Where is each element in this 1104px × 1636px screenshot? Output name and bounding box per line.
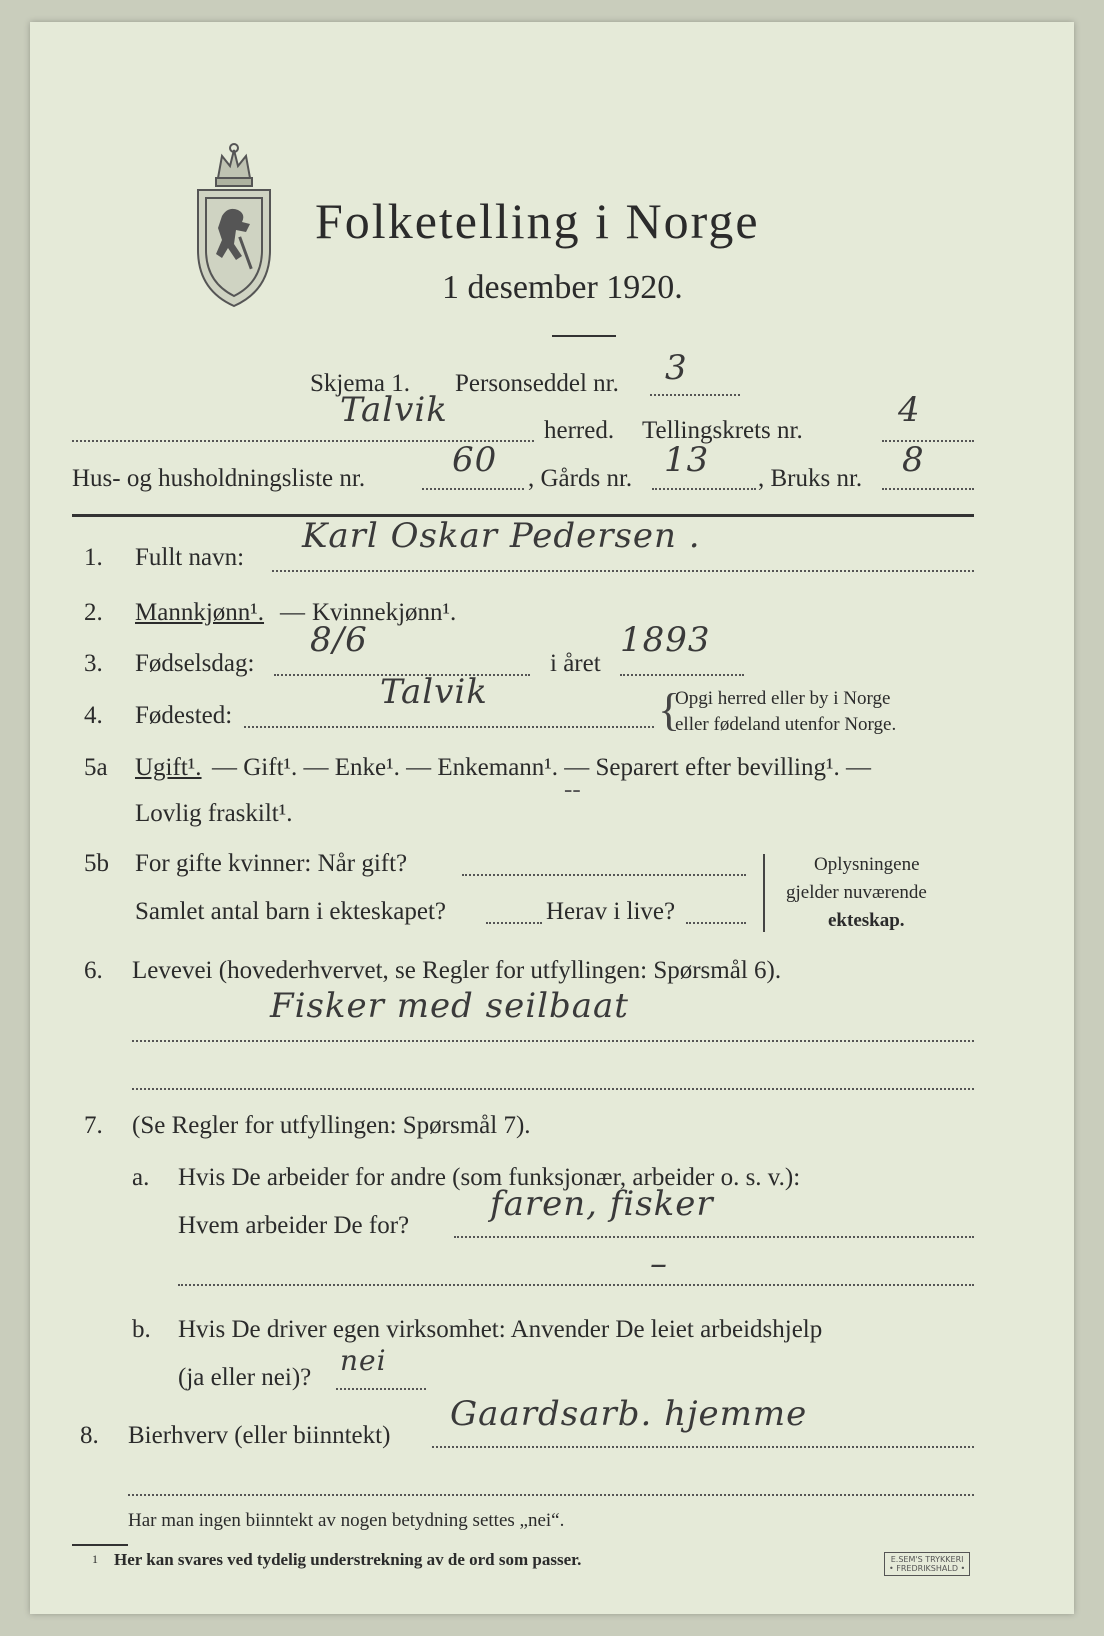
q1-number: 1. (84, 544, 103, 571)
tellingskrets-label: Tellingskrets nr. (642, 417, 803, 444)
husliste-label: Hus- og husholdningsliste nr. (72, 465, 366, 492)
q3-year-value[interactable]: 1893 (620, 620, 711, 660)
q4-brace: { (658, 684, 681, 735)
bruks-label: , Bruks nr. (758, 465, 863, 492)
q8-line2 (128, 1494, 974, 1496)
q4-line (244, 726, 654, 728)
q4-number: 4. (84, 702, 103, 729)
q5b-children-line (486, 922, 542, 924)
q6-label: Levevei (hovederhvervet, se Regler for utfyllingen: Spørsmål 6). (132, 957, 782, 984)
gards-label: , Gårds nr. (528, 465, 633, 492)
q1-line (272, 570, 974, 572)
q5a-other-options[interactable]: — Gift¹. — Enke¹. — Enkemann¹. — Separert efter bevilling¹. — (212, 754, 871, 781)
q7b-line2: (ja eller nei)? (178, 1364, 312, 1391)
q7a-line1: Hvis De arbeider for andre (som funksjonær, arbeider o. s. v.): (178, 1164, 801, 1191)
q5a-fraskilt-option[interactable]: Lovlig fraskilt¹. (135, 800, 293, 827)
q6-line2 (132, 1088, 974, 1090)
q5b-married-line (462, 874, 746, 876)
q7b-number: b. (132, 1316, 151, 1343)
q3-number: 3. (84, 650, 103, 677)
q8-line (432, 1446, 974, 1448)
printer-stamp (884, 1552, 970, 1576)
q4-note-line2: eller fødeland utenfor Norge. (675, 714, 897, 735)
norwegian-coat-of-arms-icon (188, 140, 280, 310)
bruks-line (882, 488, 974, 490)
q1-full-name[interactable]: Karl Oskar Pedersen . (302, 516, 701, 556)
q2-male-option[interactable]: Mannkjønn¹. (135, 599, 265, 626)
q5b-alive-label: Herav i live? (546, 898, 676, 925)
q8-side-income-value[interactable]: Gaardsarb. hjemme (450, 1394, 808, 1434)
q2-female-option[interactable]: Kvinnekjønn¹. (312, 599, 457, 626)
census-form (30, 22, 1074, 1614)
title-divider (552, 335, 616, 337)
q7a-employer-line2 (178, 1284, 974, 1286)
q7b-answer-value[interactable]: nei (340, 1344, 387, 1377)
q5b-married-label: For gifte kvinner: Når gift? (135, 850, 408, 877)
q4-birthplace-value[interactable]: Talvik (380, 672, 488, 712)
q7-label: (Se Regler for utfyllingen: Spørsmål 7). (132, 1112, 531, 1139)
q5b-children-label: Samlet antal barn i ekteskapet? (135, 898, 446, 925)
footnote-number: 1 (92, 1552, 98, 1566)
q5b-number: 5b (84, 850, 109, 877)
q6-number: 6. (84, 957, 103, 984)
q5a-number: 5a (84, 754, 108, 781)
q7b-line1: Hvis De driver egen virksomhet: Anvender De leiet arbeidshjelp (178, 1316, 823, 1343)
husliste-line (422, 488, 524, 490)
q5a-ugift-option[interactable]: Ugift¹. (135, 754, 202, 781)
q5b-note-line2: gjelder nuværende (786, 882, 927, 903)
q5b-note-bracket (763, 854, 765, 932)
q6-occupation-value[interactable]: Fisker med seilbaat (270, 986, 629, 1026)
q3-label: Fødselsdag: (135, 650, 255, 677)
herred-value[interactable]: Talvik (340, 390, 448, 430)
q5b-alive-line (686, 922, 746, 924)
q2-number: 2. (84, 599, 103, 626)
q4-label: Fødested: (135, 702, 233, 729)
herred-label: herred. (544, 417, 615, 444)
q2-dash: — (280, 599, 305, 626)
footer-note: Har man ingen biinntekt av nogen betydning settes „nei“. (128, 1510, 565, 1531)
tellingskrets-line (882, 440, 974, 442)
q7a-number: a. (132, 1164, 150, 1191)
q7-number: 7. (84, 1112, 103, 1139)
printer-stamp-line2: • FREDRIKSHALD • (889, 1564, 966, 1573)
q7b-answer-line (336, 1388, 426, 1390)
printer-stamp-line1: E.SEM'S TRYKKERI (890, 1555, 964, 1564)
q5b-note-line3: ekteskap. (828, 910, 905, 931)
q5a-mark: -- (564, 776, 581, 803)
footnote-text: Her kan svares ved tydelig understrekning av de ord som passer. (114, 1550, 582, 1569)
personseddel-value[interactable]: 3 (665, 348, 688, 388)
q8-number: 8. (80, 1422, 99, 1449)
bruks-value[interactable]: 8 (902, 440, 925, 480)
q8-label: Bierhverv (eller biinntekt) (128, 1422, 391, 1449)
q7a-employer-value[interactable]: faren, fisker (490, 1184, 714, 1224)
q3-birthday-value[interactable]: 8/6 (310, 620, 368, 660)
personseddel-label: Personseddel nr. (455, 370, 619, 397)
form-title: Folketelling i Norge (315, 193, 760, 249)
gards-line (652, 488, 756, 490)
tellingskrets-value[interactable]: 4 (898, 390, 921, 430)
census-date: 1 desember 1920. (442, 269, 683, 306)
q1-label: Fullt navn: (135, 544, 245, 571)
q5b-note-line1: Oplysningene (814, 854, 920, 875)
q4-note-line1: Opgi herred eller by i Norge (675, 688, 891, 709)
q6-line1 (132, 1040, 974, 1042)
q7a-mark: – (650, 1244, 668, 1284)
husliste-value[interactable]: 60 (452, 440, 498, 480)
q3-year-line (620, 674, 744, 676)
footer-divider (72, 1544, 128, 1546)
personseddel-line (650, 394, 740, 396)
q3-year-label: i året (550, 650, 601, 677)
gards-value[interactable]: 13 (664, 440, 710, 480)
q7a-employer-line (454, 1236, 974, 1238)
schema-label: Skjema 1. (310, 370, 410, 397)
q7a-line2: Hvem arbeider De for? (178, 1212, 410, 1239)
